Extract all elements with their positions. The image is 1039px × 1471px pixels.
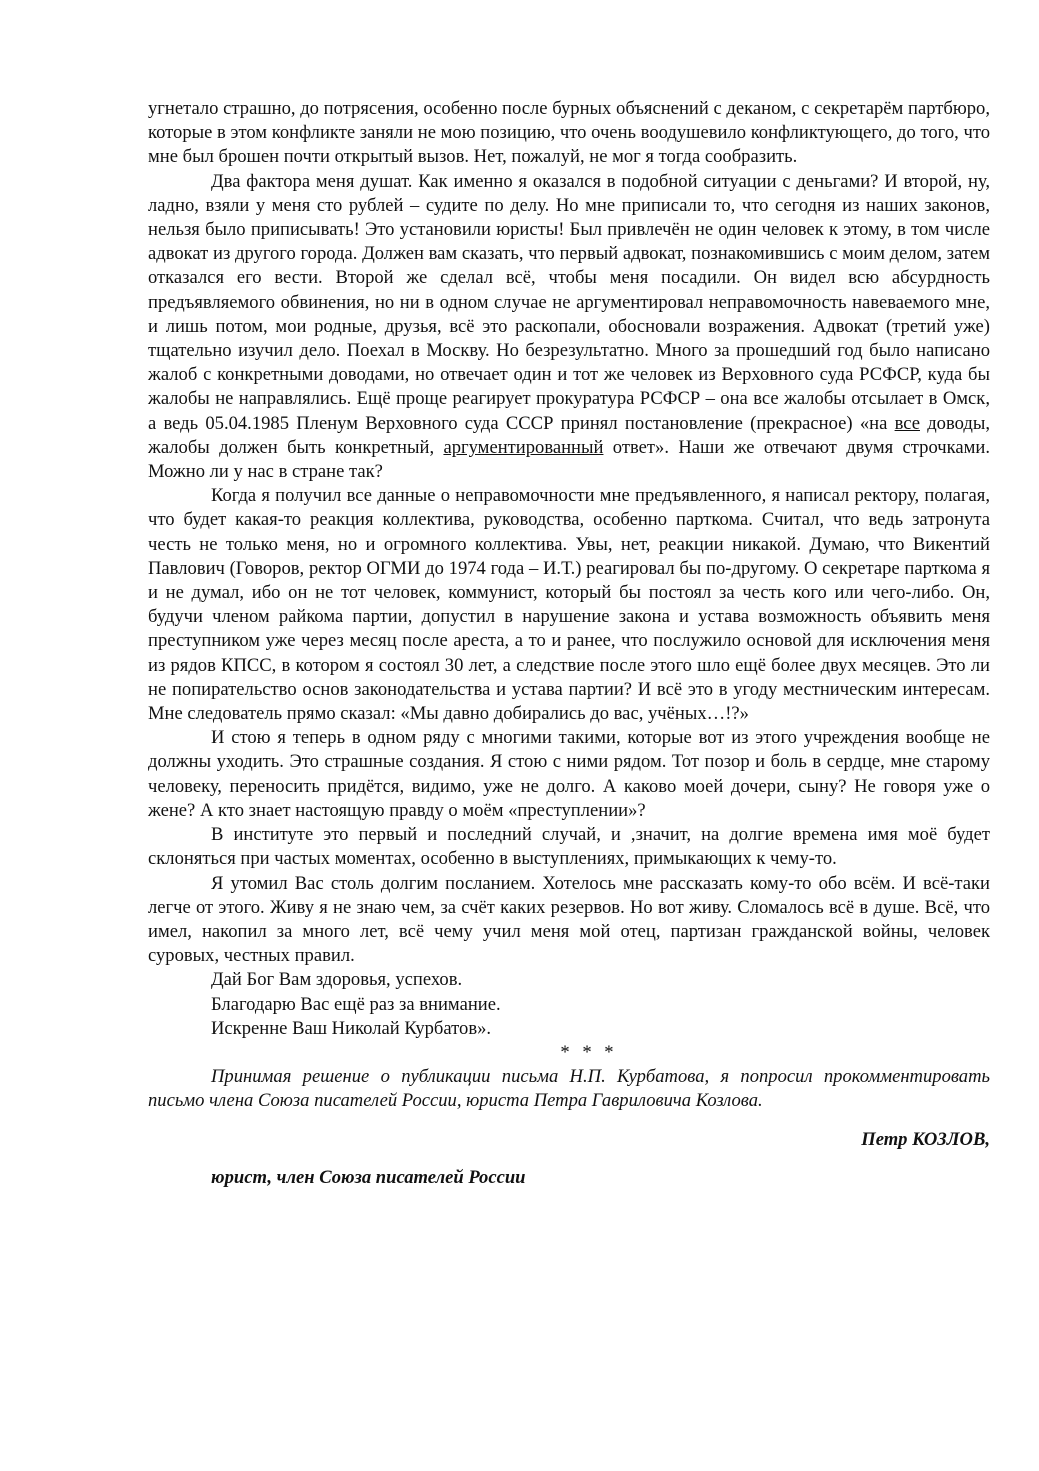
closing-line-2: Благодарю Вас ещё раз за внимание. (211, 993, 501, 1015)
underlined-word-all: все (894, 412, 920, 434)
paragraph-1: угнетало страшно, до потрясения, особенно после бурных объяснений с деканом, с секретарём партбюро, которые в этом конфликте заняли не мою позицию, что очень воодушевило конфликтующего, до того, что мне был брошен почти открытый вызов. Нет, пожалуй, не мог я тогда сообразить. (148, 98, 990, 168)
paragraph-2-text-a: Два фактора меня душат. Как именно я оказался в подобной ситуации с деньгами? И второй, ну, ладно, взяли у меня сто рублей – судите по делу. Но мне приписали то, что сегодня из наших законов, нельзя было приписывать! Это установили юристы! Был привлечён не один человек к этому, в том числе адвокат из другого города. Должен вам сказать, что первый адвокат, познакомившись с моим делом, затем отказался его вести. Второй же сделал всё, чтобы меня посадили. Он видел всю абсурдность предъявляемого обвинения, но ни в одном случае не аргументировал неправомочность навеваемого мне, и лишь потом, мои родные, друзья, всё это раскопали, обосновали возражения. Адвокат (третий уже) тщательно изучил дело. Поехал в Москву. Но безрезультатно. Много за прошедший год было написано жалоб с конкретными доводами, но отвечает один и тот же человек из Верховного суда РСФСР, куда бы жалобы не направлялись. Ещё проще реагирует прокуратура РСФСР – она все жалобы отсылает в Омск, а ведь 05.04.1985 Пленум Верховного суда СССР принял постановление (прекрасное) «на (148, 170, 990, 434)
paragraph-2-text-b: доводы, жалобы должен быть конкретный, (148, 412, 990, 458)
section-separator: * * * (560, 1041, 618, 1063)
editor-note: Принимая решение о публикации письма Н.П. Курбатова, я попросил прокомментировать письмо члена Союза писателей России, юриста Петра Гавриловича Козлова. (148, 1066, 990, 1112)
article-text (148, 97, 990, 1190)
paragraph-4: И стою я теперь в одном ряду с многими такими, которые вот из этого учреждения вообще не должны уходить. Это страшные создания. Я стою с ними рядом. Тот позор и боль в сердце, мне старому человеку, переносить придётся, видимо, уже не долго. А каково моей дочери, сыну? Не говоря уже о жене? А кто знает настоящую правду о моём «преступлении»? (148, 727, 990, 821)
paragraph-5: В институте это первый и последний случай, и ,значит, на долгие времена имя моё будет склоняться при частых моментах, особенно в выступлениях, примыкающих к чему-то. (148, 824, 990, 870)
paragraph-2-text-c: ответ». Наши же отвечают двумя строчками. Можно ли у нас в стране так? (148, 436, 990, 483)
author-name: Петр КОЗЛОВ, (861, 1128, 990, 1150)
paragraph-3: Когда я получил все данные о неправомочности мне предъявленного, я написал ректору, полагая, что будет какая-то реакция коллектива, руководства, особенно парткома. Считал, что ведь затронута честь не только меня, но и огромного коллектива. Увы, нет, реакции никакой. Думаю, что Викентий Павлович (Говоров, ректор ОГМИ до 1974 года – И.Т.) реагировал бы по-другому. О секретаре парткома я и не думал, ибо он не тот человек, коммунист, который бы постоял за честь кого или чего-либо. Он, будучи членом райкома партии, допустил в нарушение закона и устава возможность объявить меня преступником уже через месяц после ареста, а то и ранее, что послужило основой для исключения меня из рядов КПСС, в котором я состоял 30 лет, а следствие после этого шло ещё более двух месяцев. Это ли не попирательство основ законодательства и устава партии? И всё это в угоду местническим интересам. Мне следователь прямо сказал: «Мы давно добирались до вас, учёных…!?» (148, 485, 990, 725)
closing-signature: Искренне Ваш Николай Курбатов». (211, 1017, 492, 1039)
underlined-word-argued: аргументированный (443, 436, 604, 458)
paragraph-2 (148, 170, 990, 485)
author-title: юрист, член Союза писателей России (211, 1166, 526, 1188)
closing-line-1: Дай Бог Вам здоровья, успехов. (211, 969, 463, 991)
paragraph-6: Я утомил Вас столь долгим посланием. Хотелось мне рассказать кому-то обо всём. И всё-таки легче от этого. Живу я не знаю чем, за счёт каких резервов. Но вот живу. Сломалось всё в душе. Всё, что имел, накопил за много лет, всё чему учил меня мой отец, партизан гражданской войны, человек суровых, честных правил. (148, 872, 990, 967)
